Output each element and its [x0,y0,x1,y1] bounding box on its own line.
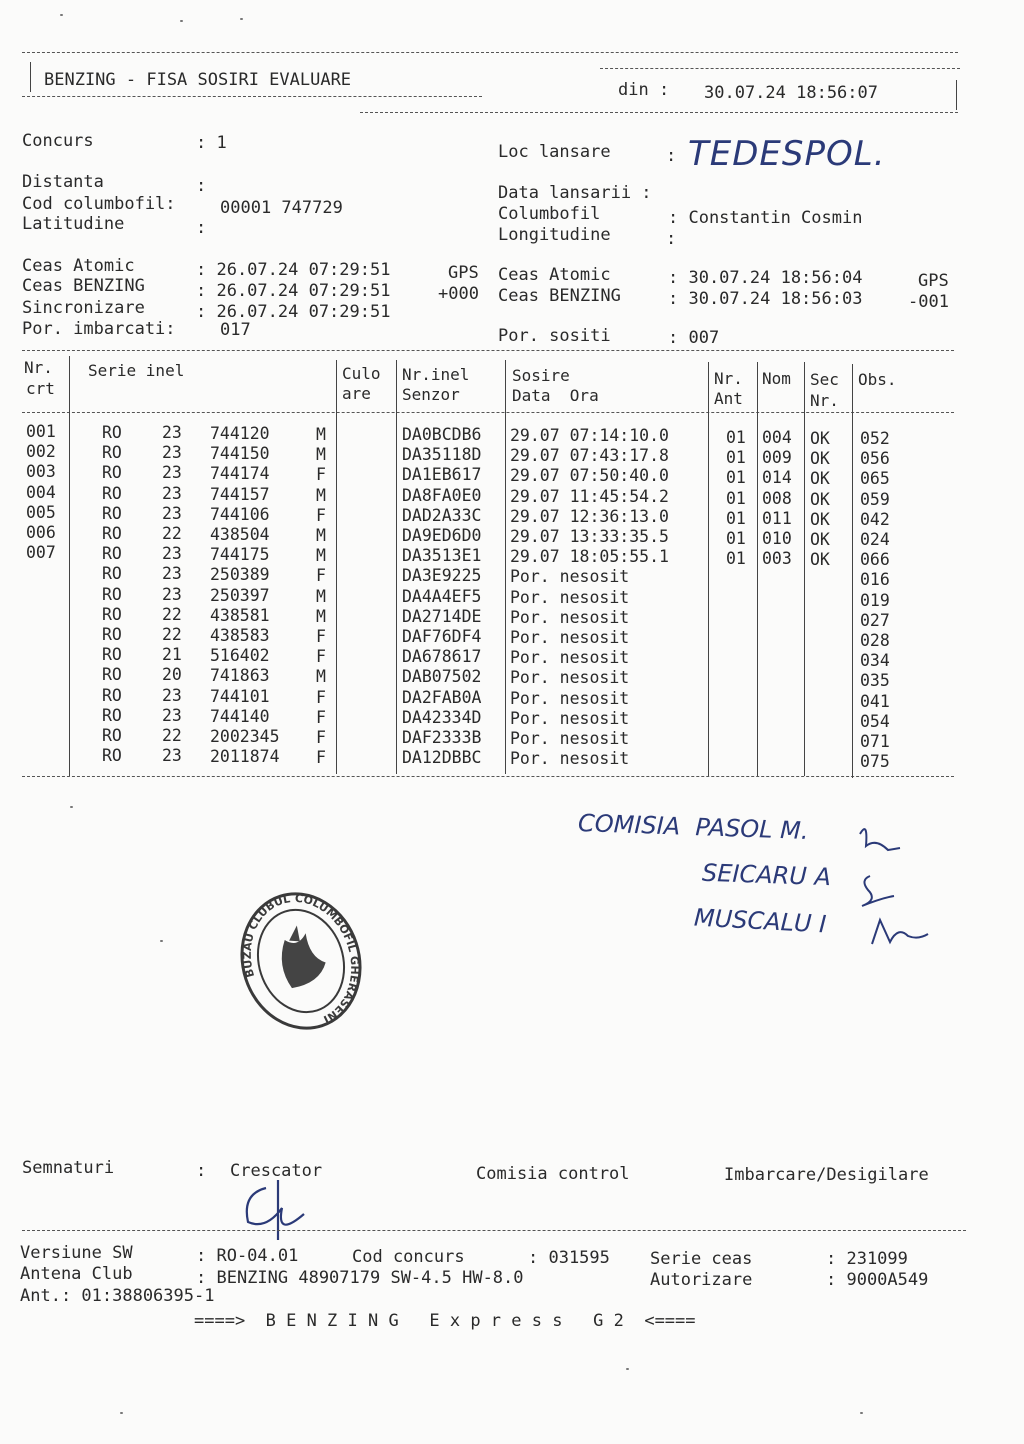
din-label: din : [618,80,670,100]
cell-obs: 019 [860,590,890,610]
cell-nom: 004 [762,428,792,447]
cell-sec: OK [810,449,830,469]
speck [180,20,183,22]
cell-senzor: DA35118D [402,445,482,465]
cell-sex: M [316,445,326,465]
table-row [0,502,1024,529]
cell-yr: 23 [162,564,182,584]
cell-sosire: 29.07 07:43:17.8 [510,446,669,466]
cell-num: 2002345 [210,727,280,746]
lat-label: Latitudine [22,214,125,234]
cell-sosire: 29.07 13:33:35.5 [510,527,669,546]
cell-senzor: DA2FAB0A [402,687,482,707]
cod-concurs-label: Cod concurs [352,1247,465,1267]
cell-ctry: RO [102,443,122,463]
commission-line-1: COMISIA PASOL M. [577,808,809,846]
cell-yr: 22 [162,726,182,745]
distanta-label: Distanta [22,172,104,192]
autorizare-value: : 9000A549 [826,1270,929,1290]
loc-colon: : [666,146,677,166]
cell-yr: 22 [162,625,182,644]
cell-senzor: DA42334D [402,707,482,727]
speck [240,18,243,20]
table-row [0,644,1024,671]
cell-sex: M [316,606,326,626]
cell-num: 744157 [210,484,270,504]
longitudine-colon: : [666,229,677,249]
cell-ctry: RO [102,423,122,442]
table-row [0,745,1024,772]
cell-senzor: DAF2333B [402,728,482,747]
cell-sosire: 29.07 18:05:55.1 [510,547,669,567]
cell-sosire: Por. nesosit [510,648,630,668]
cell-nom: 014 [762,468,792,488]
sositi-label: Por. sositi [498,326,611,346]
serie-ceas-value: : 231099 [826,1249,908,1269]
cell-sec: OK [810,509,830,529]
cell-nr: 003 [26,462,56,482]
cell-obs: 034 [860,651,890,671]
cell-sex: M [316,526,326,545]
hdr-culoare-1: Culo [342,364,381,383]
longitudine-label: Longitudine [498,225,611,245]
table-row [0,482,1024,509]
table-row [0,705,1024,731]
cell-nom: 003 [762,549,792,569]
cell-ctry: RO [102,645,122,665]
cell-obs: 059 [860,489,890,509]
cell-senzor: DAB07502 [402,667,482,687]
cell-yr: 20 [162,665,182,685]
clock-left-1-label: Ceas BENZING [22,276,145,296]
footer-separator [22,1230,966,1231]
cell-yr: 23 [162,423,182,442]
cell-num: 744101 [210,686,270,706]
cell-nom: 010 [762,529,792,548]
club-stamp [236,886,366,1036]
clock-left-3-value: 017 [220,320,251,340]
cell-sosire: Por. nesosit [510,688,630,708]
cell-ctry: RO [102,564,122,584]
cell-ctry: RO [102,746,122,766]
cell-obs: 042 [860,509,890,529]
cell-num: 438504 [210,525,270,544]
concurs-value: : 1 [196,133,227,153]
cell-obs: 052 [860,429,890,448]
table-row [0,664,1024,691]
ant-line: Ant.: 01:38806395-1 [20,1286,215,1306]
cell-sex: M [316,546,326,566]
clock-right-1-label: Ceas BENZING [498,286,621,306]
clock-right-0-extra: GPS [918,271,949,291]
cell-senzor: DA4A4EF5 [402,586,482,606]
cell-ctry: RO [102,584,122,604]
cell-sex: F [316,687,326,707]
speck [626,1368,629,1370]
cell-ant: 01 [726,448,746,468]
cell-yr: 21 [162,645,182,665]
table-row [0,442,1024,469]
crescator-label: Crescator [230,1161,323,1181]
hdr-nr-crt-1: Nr. [24,358,53,377]
hdr-sec-1: Sec [810,370,839,389]
cell-ctry: RO [102,726,122,745]
cell-obs: 056 [860,449,890,469]
cell-ant: 01 [726,529,746,548]
clock-right-1-value: : 30.07.24 18:56:03 [668,289,863,309]
cell-sex: F [316,707,326,727]
columbofil-value: : Constantin Cosmin [668,208,863,228]
cell-num: 744140 [210,706,270,726]
lat-colon: : [196,218,207,238]
cell-nr: 001 [26,422,56,441]
commission-line-2: SEICARU A [701,858,832,892]
cell-sosire: Por. nesosit [510,749,630,769]
cell-sex: F [316,566,326,586]
cell-nr: 002 [26,442,56,462]
cell-yr: 23 [162,584,182,604]
clock-left-2-label: Sincronizare [22,298,145,318]
clock-left-1-value: : 26.07.24 07:29:51 [196,281,391,301]
cell-nr: 004 [26,482,56,502]
hdr-nr-ant-1: Nr. [714,369,743,388]
cell-sex: M [316,425,326,444]
header-right-border [956,80,957,110]
cell-senzor: DAD2A33C [402,505,482,525]
header-right-top-border [600,68,960,69]
cell-yr: 23 [162,483,182,503]
cell-yr: 23 [162,463,182,483]
hdr-nr-inel-2: Senzor [402,385,460,404]
cell-senzor: DA8FA0E0 [402,485,482,505]
cell-sex: M [316,667,326,687]
clock-right-0-label: Ceas Atomic [498,265,611,285]
cell-num: 438583 [210,626,270,645]
speck [160,940,163,942]
cell-ctry: RO [102,604,122,624]
din-value: 30.07.24 18:56:07 [704,83,878,103]
cod-value: 00001 747729 [220,198,343,218]
cell-sec: OK [810,550,830,570]
table-row [0,725,1024,751]
table-row [0,604,1024,630]
cell-sosire: Por. nesosit [510,567,630,587]
cell-nom: 008 [762,488,792,508]
cell-num: 250389 [210,565,270,585]
hdr-nom: Nom [762,369,791,388]
cell-obs: 071 [860,732,890,751]
cell-ctry: RO [102,544,122,564]
cell-ctry: RO [102,483,122,503]
speck [70,806,73,808]
cell-num: 744150 [210,444,270,464]
cell-senzor: DA678617 [402,647,482,667]
cell-sec: OK [810,429,830,448]
header-mid-border [22,96,482,97]
table-top-border [22,350,954,351]
table-row [0,584,1024,610]
cell-ctry: RO [102,685,122,705]
cell-sosire: 29.07 07:14:10.0 [510,426,669,445]
imbarcare-label: Imbarcare/Desigilare [724,1165,929,1185]
cod-concurs-value: : 031595 [528,1248,610,1268]
comisia-label: Comisia control [476,1164,630,1184]
stamp-text: BUZAU CLUBUL COLUMBOFIL GHERASENI [240,891,362,1027]
hdr-culoare-2: are [342,384,371,403]
hdr-obs: Obs. [858,370,897,389]
cell-nom: 011 [762,508,792,528]
table-bottom-border [22,776,954,777]
cell-obs: 075 [860,752,890,772]
cell-ctry: RO [102,625,122,644]
cell-senzor: DA3E9225 [402,566,482,586]
cell-num: 741863 [210,666,270,686]
cell-sex: F [316,748,326,768]
clock-right-1-extra: -001 [908,292,949,312]
doc-title: BENZING - FISA SOSIRI EVALUARE [44,70,352,90]
cell-obs: 027 [860,610,890,630]
loc-label: Loc lansare [498,142,611,162]
cell-sec: OK [810,469,830,489]
cell-ant: 01 [726,468,746,488]
loc-value-handwritten: TEDESPOL. [688,134,886,174]
cell-sex: F [316,465,326,485]
cell-yr: 22 [162,524,182,543]
cell-ant: 01 [726,508,746,528]
cell-obs: 054 [860,711,890,731]
cell-ctry: RO [102,665,122,685]
clock-left-3-label: Por. imbarcati: [22,319,176,339]
cell-sosire: Por. nesosit [510,628,630,647]
cell-obs: 066 [860,550,890,570]
cell-yr: 23 [162,705,182,725]
clock-right-0-value: : 30.07.24 18:56:04 [668,268,863,288]
cell-ctry: RO [102,705,122,725]
clock-left-1-extra: +000 [438,284,479,304]
clock-left-2-value: : 26.07.24 07:29:51 [196,302,391,322]
cell-obs: 035 [860,671,890,691]
cell-num: 438581 [210,605,270,625]
cell-ant: 01 [726,428,746,447]
antena-value: : BENZING 48907179 SW-4.5 HW-8.0 [196,1268,524,1288]
cell-sec: OK [810,489,830,509]
hdr-nr-ant-2: Ant [714,389,743,408]
hdr-nr-inel-1: Nr.inel [402,365,470,384]
header-left-border [30,62,31,92]
cell-obs: 016 [860,570,890,590]
cell-senzor: DAF76DF4 [402,627,482,646]
cell-ctry: RO [102,524,122,543]
cell-sec: OK [810,530,830,549]
cell-sosire: 29.07 07:50:40.0 [510,466,669,486]
cell-sosire: Por. nesosit [510,708,630,728]
cell-num: 2011874 [210,747,280,767]
clock-left-0-label: Ceas Atomic [22,256,135,276]
cell-ant: 01 [726,549,746,569]
distanta-colon: : [196,176,207,196]
cod-label: Cod columbofil: [22,194,176,214]
cell-nom: 009 [762,448,792,468]
columbofil-label: Columbofil [498,204,601,224]
semnaturi-colon: : [196,1161,207,1181]
versiune-label: Versiune SW [20,1243,133,1263]
data-lansarii-label: Data lansarii : [498,183,652,203]
cell-sex: F [316,627,326,646]
cell-ant: 01 [726,488,746,508]
table-row [0,624,1024,650]
cell-num: 744106 [210,504,270,524]
cell-num: 744174 [210,464,270,484]
commission-signatures [850,814,930,954]
cell-sosire: Por. nesosit [510,587,630,607]
table-row [0,563,1024,590]
cell-ctry: RO [102,463,122,483]
speck [860,1412,863,1414]
crescator-signature [236,1178,316,1248]
cell-num: 744175 [210,545,270,565]
cell-senzor: DA3513E1 [402,546,482,566]
header-bottom-border [360,112,958,113]
cell-yr: 22 [162,604,182,624]
express-line: ====> B E N Z I N G E x p r e s s G 2 <==== [194,1311,696,1331]
semnaturi-label: Semnaturi [22,1158,115,1178]
cell-sosire: 29.07 11:45:54.2 [510,486,669,506]
speck [120,1412,123,1414]
cell-senzor: DA12DBBC [402,748,482,768]
cell-sex: F [316,728,326,747]
table-row [0,422,1024,448]
table-row [0,685,1024,711]
cell-senzor: DA0BCDB6 [402,425,482,444]
table-row [0,543,1024,570]
cell-sosire: Por. nesosit [510,607,630,627]
cell-sosire: 29.07 12:36:13.0 [510,506,669,526]
clock-left-0-extra: GPS [448,263,479,283]
autorizare-label: Autorizare [650,1270,753,1290]
cell-yr: 23 [162,685,182,705]
cell-sex: F [316,647,326,667]
serie-ceas-label: Serie ceas [650,1249,753,1269]
cell-yr: 23 [162,544,182,564]
cell-sex: F [316,505,326,525]
table-row [0,523,1024,549]
cell-ctry: RO [102,503,122,523]
concurs-label: Concurs [22,131,94,151]
versiune-value: : RO-04.01 [196,1246,299,1266]
cell-senzor: DA2714DE [402,606,482,626]
cell-num: 250397 [210,585,270,605]
cell-yr: 23 [162,443,182,463]
clock-left-0-value: : 26.07.24 07:29:51 [196,260,391,280]
cell-yr: 23 [162,503,182,523]
cell-num: 744120 [210,424,270,443]
speck [60,14,63,16]
hdr-nr-crt-2: crt [26,379,55,398]
cell-sosire: Por. nesosit [510,668,630,688]
cell-nr: 005 [26,502,56,522]
hdr-sosire-1: Sosire [512,366,570,385]
cell-senzor: DA9ED6D0 [402,526,482,545]
table-header-bottom-border [22,412,954,413]
cell-senzor: DA1EB617 [402,465,482,485]
cell-obs: 028 [860,631,890,650]
cell-yr: 23 [162,746,182,766]
hdr-sec-2: Nr. [810,391,839,410]
cell-nr: 006 [26,523,56,542]
cell-sex: M [316,485,326,505]
commission-line-3: MUSCALU I [693,903,827,939]
table-row [0,462,1024,489]
cell-sex: M [316,586,326,606]
cell-obs: 041 [860,691,890,711]
hdr-sosire-2: Data Ora [512,386,599,405]
cell-obs: 065 [860,469,890,489]
hdr-serie-inel: Serie inel [88,361,185,380]
cell-nr: 007 [26,543,56,563]
sositi-value: : 007 [668,328,720,348]
cell-sosire: Por. nesosit [510,729,630,748]
cell-obs: 024 [860,530,890,549]
antena-label: Antena Club [20,1264,133,1284]
header-top-border [22,52,958,53]
cell-num: 516402 [210,646,270,666]
